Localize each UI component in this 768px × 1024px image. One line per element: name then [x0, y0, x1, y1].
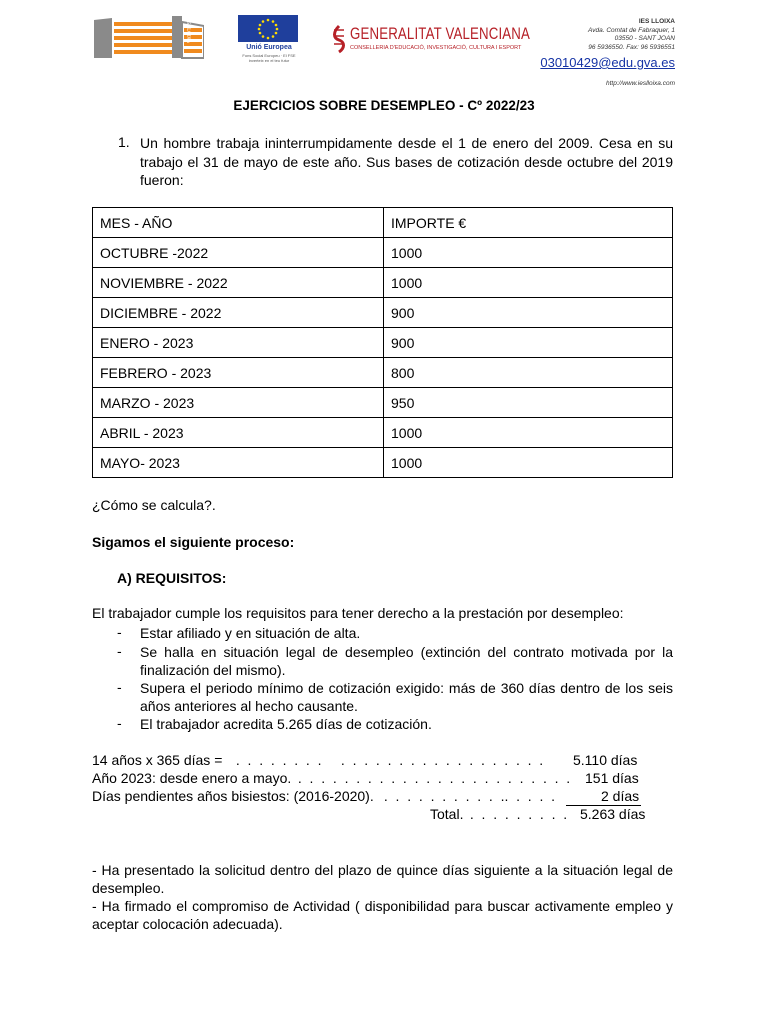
bullet-dash: -	[117, 643, 122, 659]
table-cell-amount: 1000	[384, 448, 673, 478]
calc-row-2023-dots: . . . . . . . . . . . . . . . . . . . . . . . .	[294, 770, 571, 786]
requirement-item: Supera el periodo mínimo de cotización exigido: más de 360 días dentro de los seis años anteriores al hecho causante.	[140, 680, 673, 714]
table-row	[93, 358, 673, 388]
calc-row-leap-dots: . . . . . . . . . . .. . . . .	[380, 788, 556, 804]
school-contact	[588, 18, 675, 52]
closing-paragraph: - Ha presentado la solicitud dentro del plazo de quince días siguiente a la situación legal de desempleo.	[92, 862, 673, 896]
table-cell-month: ENERO - 2023	[93, 328, 384, 358]
table-cell-amount: 1000	[384, 418, 673, 448]
section-a-heading: A) REQUISITOS:	[117, 570, 227, 586]
school-address: Avda. Comtat de Fabraquer, 1	[588, 26, 675, 34]
table-cell-amount: 1000	[384, 238, 673, 268]
table-row	[93, 238, 673, 268]
table-cell-month: DICIEMBRE - 2022	[93, 298, 384, 328]
requirement-item: Se halla en situación legal de desempleo (extinción del contrato motivada por la finalización del mismo).	[140, 644, 673, 678]
process-heading: Sigamos el siguiente proceso:	[92, 534, 295, 550]
bullet-dash: -	[117, 679, 122, 695]
table-cell-amount: 900	[384, 328, 673, 358]
generalitat-emblem-icon	[330, 24, 348, 54]
table-row	[93, 448, 673, 478]
bullet-dash: -	[117, 624, 122, 640]
table-cell-amount: 950	[384, 388, 673, 418]
calc-row-2023-label: Año 2023: desde enero a mayo.	[92, 770, 292, 786]
table-cell-amount: 800	[384, 358, 673, 388]
page-title: EJERCICIOS SOBRE DESEMPLEO - Cº 2022/23	[233, 98, 535, 113]
table-row	[93, 418, 673, 448]
question-text: Un hombre trabaja ininterrumpidamente desde el 1 de enero del 2009. Cesa en su trabajo el 31 de mayo de este año. Sus bases de cotización desde octubre del 2019 fueron:	[140, 135, 673, 188]
school-web-link[interactable]: http://www.ieslloixa.com	[606, 80, 675, 87]
table-cell-month: MAYO- 2023	[93, 448, 384, 478]
eu-flag-icon	[238, 15, 298, 42]
calc-total-label: Total.	[430, 806, 464, 822]
table-cell-amount: 1000	[384, 268, 673, 298]
school-phone: 96 5936550. Fax: 96 5936551	[588, 43, 675, 51]
table-cell-month: ABRIL - 2023	[93, 418, 384, 448]
calc-row-years-dots: . . . . . . . . . . . . . . . . . . . . . . . . . .	[232, 752, 544, 768]
table-cell-month: FEBRERO - 2023	[93, 358, 384, 388]
calc-row-years-value: 5.110 días	[573, 752, 638, 768]
table-cell-month: OCTUBRE -2022	[93, 238, 384, 268]
table-row	[93, 328, 673, 358]
table-cell-month: NOVIEMBRE - 2022	[93, 268, 384, 298]
calc-row-leap-label: Días pendientes años bisiestos: (2016-2020).	[92, 788, 374, 804]
school-name: IES LLOIXA	[638, 18, 675, 25]
table-cell-amount: 900	[384, 298, 673, 328]
school-email-link[interactable]: 03010429@edu.gva.es	[540, 55, 675, 70]
calc-row-leap-value: 2 días	[601, 788, 640, 804]
question-number: 1.	[118, 134, 130, 150]
ies-logo-text: IES LLOIXA	[185, 16, 191, 43]
table-header-amount: IMPORTE €	[384, 208, 673, 238]
conselleria-name: CONSELLERIA D'EDUCACIÓ, INVESTIGACIÓ, CULTURA I ESPORT	[350, 45, 522, 51]
table-cell-month: MARZO - 2023	[93, 388, 384, 418]
eu-subtitle: Fons Social Europeu · El FSE inverteix en el teu futur	[242, 53, 296, 63]
contribution-bases-table	[92, 207, 673, 478]
school-city: 03550 - SANT JOAN	[614, 35, 675, 42]
table-header-row	[93, 208, 673, 238]
table-header-month: MES - AÑO	[93, 208, 384, 238]
requirement-item: El trabajador acredita 5.265 días de cotización.	[140, 716, 432, 732]
table-row	[93, 388, 673, 418]
bullet-dash: -	[117, 715, 122, 731]
generalitat-name: GENERALITAT VALENCIANA	[350, 24, 531, 43]
calc-total-dots: . . . . . . . . .	[466, 806, 568, 822]
eu-name: Unió Europea	[246, 44, 292, 51]
closing-paragraph: - Ha firmado el compromiso de Actividad ( disponibilidad para buscar activamente empleo y aceptar colocación adecuada).	[92, 898, 673, 932]
table-row	[93, 298, 673, 328]
calc-row-years-label: 14 años x 365 días =	[92, 752, 223, 768]
requirement-item: Estar afiliado y en situación de alta.	[140, 625, 361, 641]
table-row	[93, 268, 673, 298]
calc-row-2023-value: 151 días	[585, 770, 639, 786]
calc-total-value: 5.263 días	[580, 806, 646, 822]
how-question: ¿Cómo se calcula?.	[92, 497, 216, 513]
requirements-intro: El trabajador cumple los requisitos para tener derecho a la prestación por desempleo:	[92, 605, 624, 621]
